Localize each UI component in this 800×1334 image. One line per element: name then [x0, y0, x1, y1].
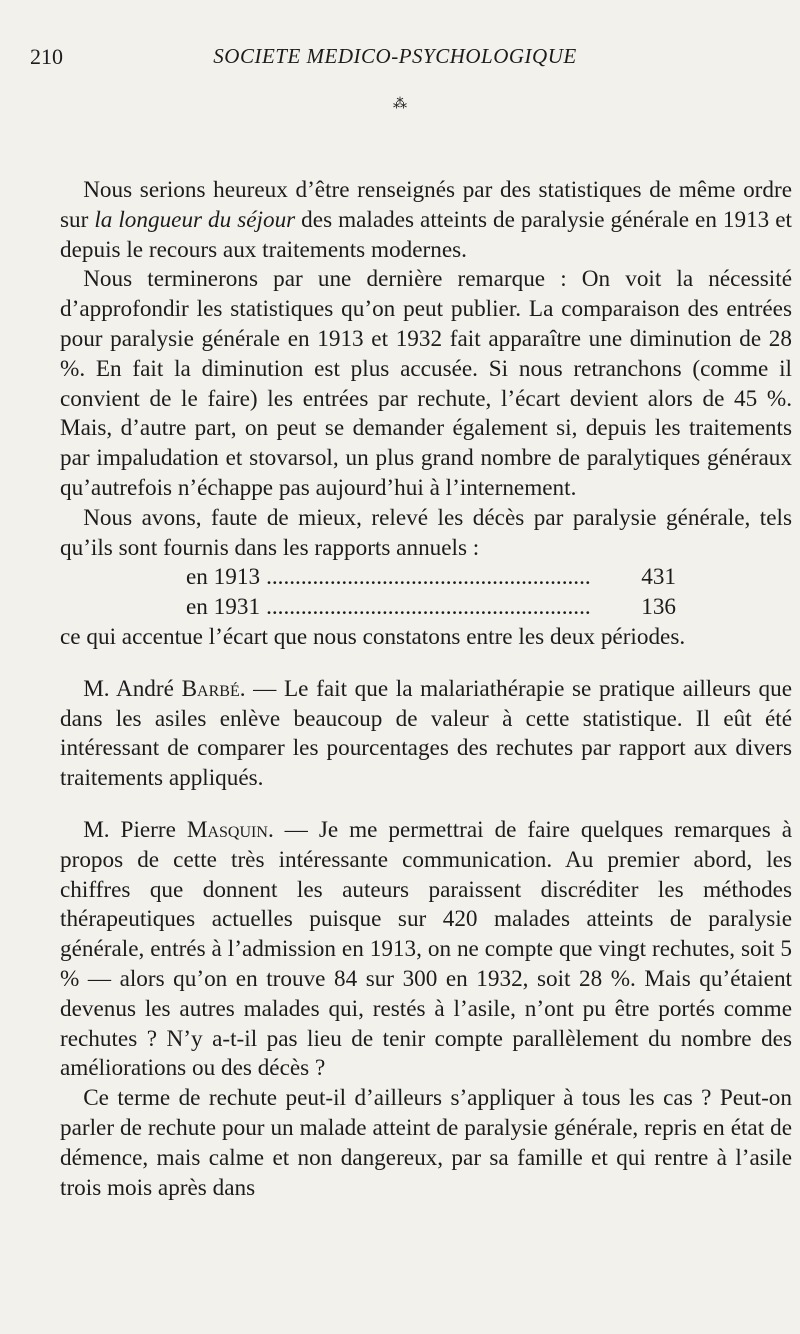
dot-leader: ........................................................ [266, 564, 591, 591]
page-header [30, 44, 760, 74]
deaths-row-1931 [186, 593, 676, 623]
running-title: SOCIETE MEDICO-PSYCHOLOGIQUE [213, 44, 577, 68]
asterism-separator: ⁂ [393, 97, 407, 112]
paragraph-3: Nous avons, faute de mieux, relevé les décès par paralysie générale, tels qu’ils sont fournis dans les rapports annuels : [60, 504, 792, 561]
paragraph-7: Ce terme de rechute peut-il d’ailleurs s’appliquer à tous les cas ? Peut-on parler de rechute pour un malade atteint de paralysie générale, repris en état de démence, mais calme et non dangereux, par sa famille et qui rentre à l’asile trois mois après dans [60, 1085, 792, 1201]
deaths-count: 136 [641, 594, 676, 621]
dot-leader: ........................................................ [266, 594, 591, 621]
speaker-name-barbe: Barbé [181, 675, 240, 702]
body-text [60, 176, 792, 1203]
deaths-row-1913 [186, 563, 676, 593]
paragraph-masquin: M. Pierre Masquin. — Je me permettrai de faire quelques remarques à propos de cette très intéressante communication. Au premier abord, les chiffres que donnent les auteurs paraissent discréditer les méthodes thérapeutiques actuelles puisque sur 420 malades atteints de paralysie générale, entrés à l’admission en 1913, on ne compte que vingt rechutes, soit 5 % — alors qu’on en trouve 84 sur 300 en 1932, soit 28 %. Mais qu’étaient devenus les autres malades qui, restés à l’asile, n’ont pu être portés comme rechutes ? N’y a-t-il pas lieu de tenir compte parallèlement du nombre des améliorations ou des décès ? [60, 816, 792, 1082]
page-number: 210 [30, 44, 63, 69]
speaker-name-masquin: Masquin [186, 816, 268, 843]
paragraph-barbe: M. André Barbé. — Le fait que la malariathérapie se pratique ailleurs que dans les asiles enlève beaucoup de valeur à cette statistique. Il eût été intéressant de comparer les pourcentages des rechutes par rapport aux divers traitements appliqués. [60, 675, 792, 792]
deaths-year: en 1913 [186, 564, 261, 591]
paragraph-4: ce qui accentue l’écart que nous constatons entre les deux périodes. [60, 623, 686, 650]
deaths-count: 431 [641, 564, 676, 591]
paragraph-1: Nous serions heureux d’être renseignés par des statistiques de même ordre sur la longueur du séjour des malades atteints de paralysie générale en 1913 et depuis le recours aux traitements modernes. [60, 177, 792, 263]
deaths-year: en 1931 [186, 594, 261, 621]
paragraph-2: Nous terminerons par une dernière remarque : On voit la nécessité d’approfondir les statistiques qu’on peut publier. La comparaison des entrées pour paralysie générale en 1913 et 1932 fait apparaître une diminution de 28 %. En fait la diminution est plus accusée. Si nous retranchons (comme il convient de le faire) les entrées par rechute, l’écart devient alors de 45 %. Mais, d’autre part, on peut se demander également si, depuis les traitements par impaludation et stovarsol, un plus grand nombre de paralytiques généraux qu’autrefois n’échappe pas aujourd’hui à l’internement. [60, 266, 792, 501]
emphasis-longueur-sejour: la longueur du séjour [94, 206, 296, 233]
